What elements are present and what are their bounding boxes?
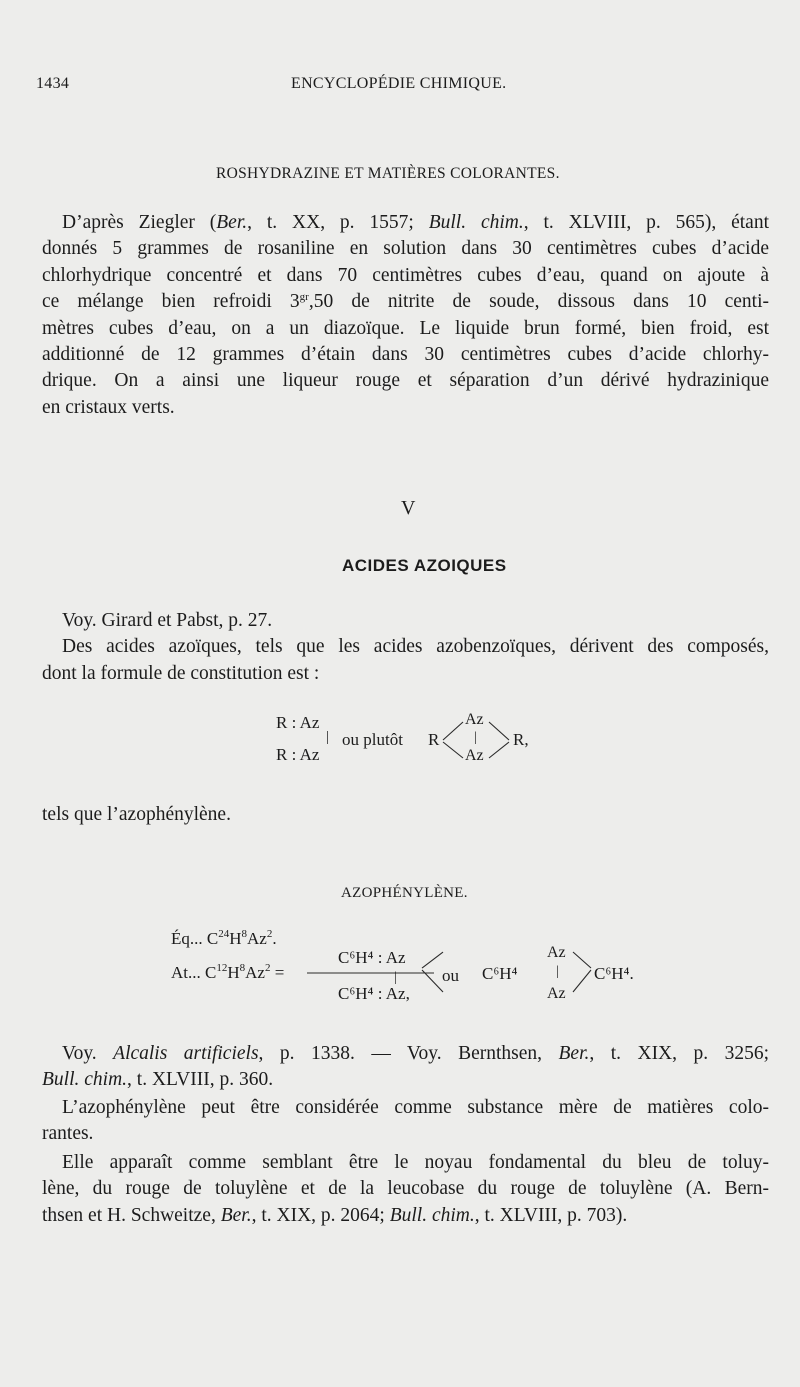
line: Voy. Alcalis artificiels, p. 1338. — Voy. Bernthsen, Ber., t. XIX, p. 3256;	[62, 1043, 769, 1064]
formula-r-right: R,	[513, 730, 529, 749]
formula-az-bond: |	[474, 730, 477, 745]
paragraph-toluylene	[42, 1150, 769, 1229]
line: donnés 5 grammes de rosaniline en solution dans 30 centimètres cubes d’acide	[42, 238, 769, 260]
chapter-title: ACIDES AZOIQUES	[342, 556, 507, 575]
formula-ring-az-top: Az	[547, 944, 566, 961]
chapter-numeral: V	[401, 497, 416, 519]
line: ce mélange bien refroidi $3^{gr},50$ de nitrite de soude, dissous dans 10 centi-	[42, 291, 769, 313]
formula-or: ou plutôt	[342, 730, 403, 749]
formula-ring-left: C⁶H⁴	[482, 964, 518, 983]
paragraph-azophenylene-intro: tels que l’azophénylène.	[42, 804, 231, 825]
formula-at-line: At... $C^{12}H^8Az^2$ =	[171, 962, 285, 982]
line: lène, du rouge de toluylène et de la leucobase du rouge de toluylène (A. Bern-	[42, 1178, 769, 1200]
line: rantes.	[42, 1123, 94, 1145]
line: L’azophénylène peut être considérée comme substance mère de matières colo-	[62, 1097, 769, 1118]
line: Elle apparaît comme semblant être le noyau fondamental du bleu de toluy-	[62, 1152, 769, 1173]
formula-frac-bottom: C⁶H⁴ : Az,	[338, 984, 410, 1003]
formula-ring-right: C⁶H⁴.	[594, 964, 634, 983]
formula-bottom: R : Az	[276, 745, 320, 764]
line: mètres cubes d’eau, on a un diazoïque. Le liquide brun formé, bien froid, est	[42, 317, 769, 339]
formula-az-bottom: Az	[465, 747, 484, 764]
line: D’après Ziegler (Ber., t. XX, p. 1557; Bull. chim., t. XLVIII, p. 565), étant	[62, 212, 770, 233]
line: chlorhydrique concentré et dans 70 centimètres cubes d’eau, quand on ajoute à	[42, 264, 769, 286]
formula-or: ou	[442, 966, 459, 985]
line: drique. On a ainsi une liqueur rouge et séparation d’un dérivé hydrazinique	[42, 370, 769, 392]
formula-eq-line: Éq... $C^{24}H^8Az^2$.	[171, 928, 277, 948]
formula-bond: |	[326, 729, 330, 745]
subsection-title: AZOPHÉNYLÈNE.	[341, 885, 468, 901]
formula-frac-top: C⁶H⁴ : Az	[338, 948, 406, 967]
line: Bull. chim., t. XLVIII, p. 360.	[42, 1069, 274, 1091]
formula-r-left: R	[428, 730, 440, 749]
formula-top: R : Az	[276, 713, 320, 732]
line: dont la formule de constitution est :	[42, 662, 320, 684]
formula-frac-bond: |	[394, 970, 397, 985]
line: additionné de 12 grammes d’étain dans 30 centimètres cubes d’acide chlorhy-	[42, 344, 769, 366]
page-number: 1434	[36, 75, 70, 92]
formula-ring-az-bottom: Az	[547, 985, 566, 1002]
formula-az-top: Az	[465, 711, 484, 728]
line: thsen et H. Schweitze, Ber., t. XIX, p. 2064; Bull. chim., t. XLVIII, p. 703).	[42, 1204, 628, 1226]
paragraph-substance-mere	[42, 1095, 769, 1148]
line: Des acides azoïques, tels que les acides azobenzoïques, dérivent des composés,	[62, 636, 769, 658]
line: en cristaux verts.	[42, 396, 175, 418]
paragraph-voy-alcalis	[42, 1041, 769, 1094]
formula-ring-bond: |	[556, 964, 559, 979]
section-title: ROSHYDRAZINE ET MATIÈRES COLORANTES.	[216, 165, 560, 182]
line: Voy. Girard et Pabst, p. 27.	[62, 610, 273, 631]
running-title: ENCYCLOPÉDIE CHIMIQUE.	[291, 75, 507, 92]
